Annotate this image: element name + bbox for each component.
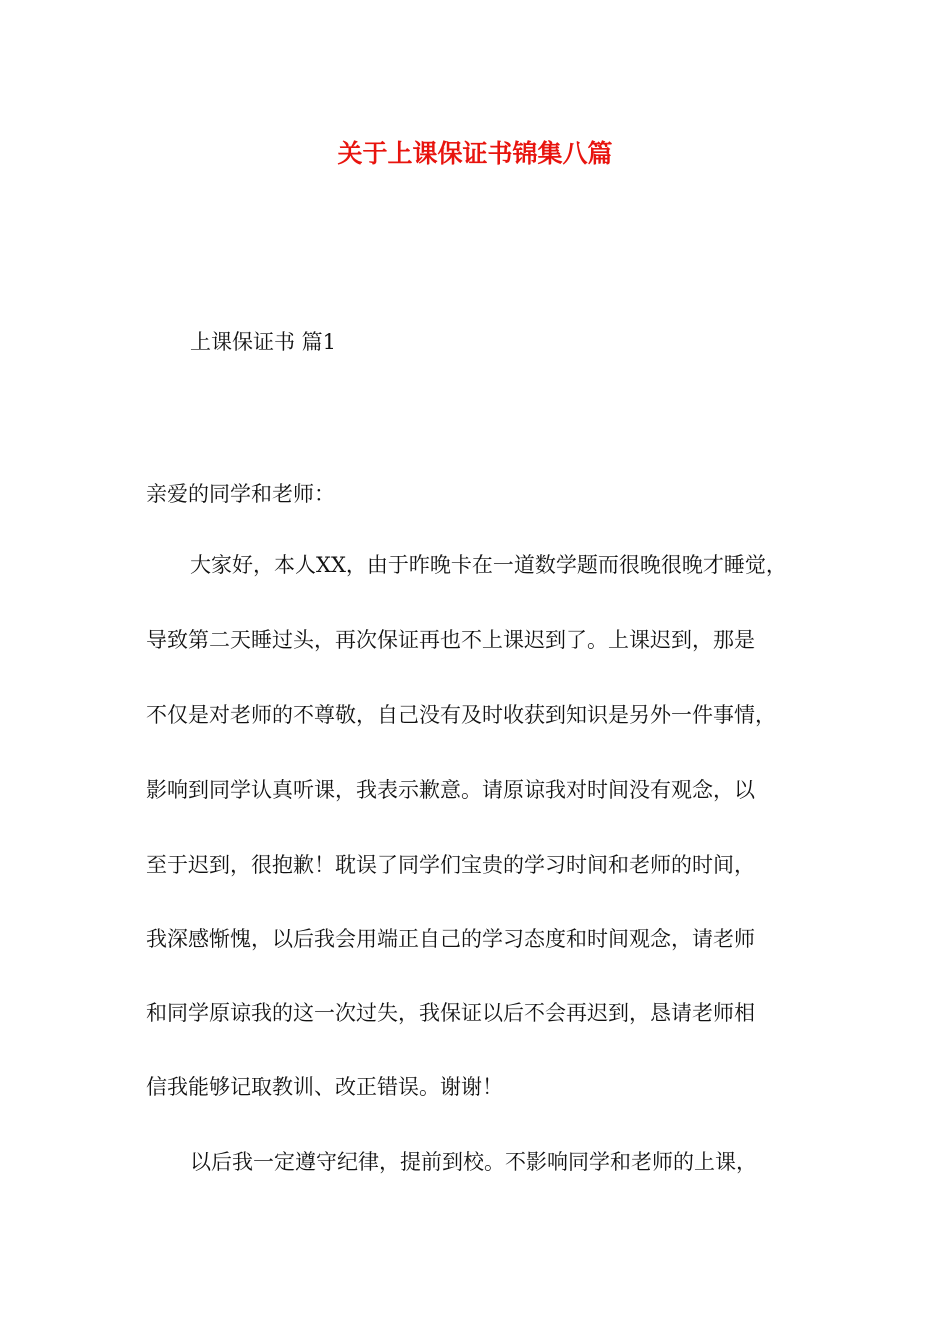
document-title: 关于上课保证书锦集八篇 xyxy=(337,139,613,168)
paragraph-line: 和同学原谅我的这一次过失，我保证以后不会再迟到，恳请老师相 xyxy=(146,1001,755,1025)
paragraph-line: 信我能够记取教训、改正错误。谢谢！ xyxy=(146,1075,503,1099)
salutation: 亲爱的同学和老师： xyxy=(146,482,335,506)
paragraph-line: 我深感惭愧，以后我会用端正自己的学习态度和时间观念，请老师 xyxy=(146,927,755,951)
paragraph-line: 大家好，本人XX，由于昨晚卡在一道数学题而很晚很晚才睡觉， xyxy=(190,553,787,577)
paragraph-line: 至于迟到，很抱歉！耽误了同学们宝贵的学习时间和老师的时间， xyxy=(146,853,755,877)
paragraph-line: 导致第二天睡过头，再次保证再也不上课迟到了。上课迟到，那是 xyxy=(146,628,755,652)
paragraph-line: 不仅是对老师的不尊敬，自己没有及时收获到知识是另外一件事情， xyxy=(146,703,776,727)
paragraph-line: 以后我一定遵守纪律，提前到校。不影响同学和老师的上课， xyxy=(190,1150,757,1174)
paragraph-line: 影响到同学认真听课，我表示歉意。请原谅我对时间没有观念，以 xyxy=(146,778,755,802)
section-heading: 上课保证书 篇1 xyxy=(190,330,337,354)
